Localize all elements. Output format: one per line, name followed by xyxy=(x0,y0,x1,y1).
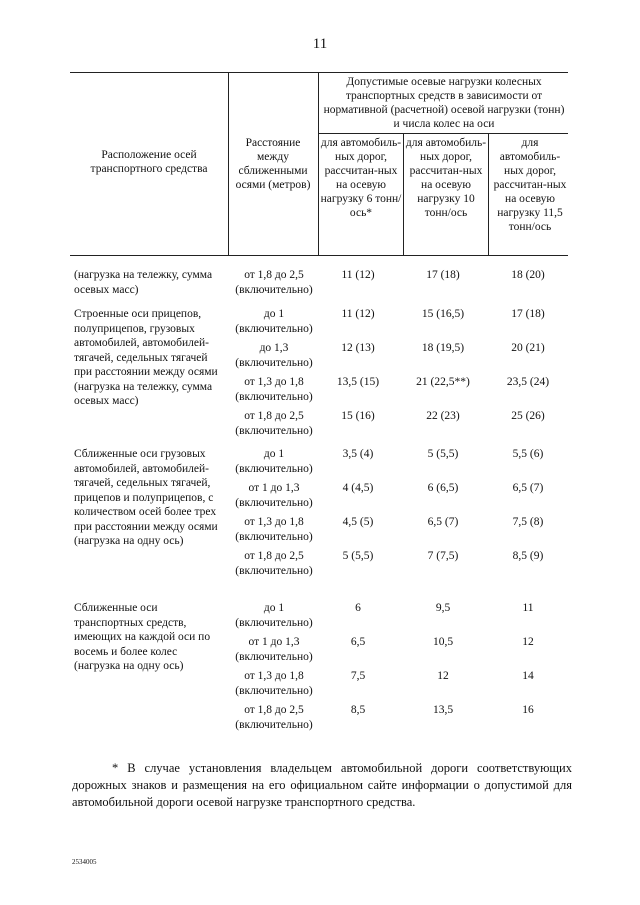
load-6t: 12 (13) xyxy=(341,342,375,354)
load-6t: 11 (12) xyxy=(341,269,375,281)
page-number: 11 xyxy=(312,36,328,52)
header-top-rule xyxy=(70,72,568,73)
load-11-5t: 7,5 (8) xyxy=(512,516,544,528)
axle-location: Сближенные оси грузовых автомобилей, автомобилей-тягачей, седельных тягачей, прицепов и полуприцепов, с количеством осей более трех при расстоянии между осями (нагрузка на одну ось) xyxy=(74,448,218,547)
load-11-5t: 11 xyxy=(522,602,534,614)
load-6t: 15 (16) xyxy=(341,410,375,422)
axle-distance: от 1,8 до 2,5 (включительно) xyxy=(235,704,313,731)
axle-distance: до 1 (включительно) xyxy=(235,602,313,629)
load-10t: 5 (5,5) xyxy=(427,448,459,460)
header-10t: для автомобиль-ных дорог, рассчитан-ных на осевую нагрузку 10 тонн/ось xyxy=(405,137,487,219)
load-11-5t: 12 xyxy=(522,636,534,648)
axle-distance: от 1,3 до 1,8 (включительно) xyxy=(235,516,313,543)
load-6t: 5 (5,5) xyxy=(342,550,374,562)
axle-distance: от 1,3 до 1,8 (включительно) xyxy=(235,670,313,697)
header-divider xyxy=(488,133,489,255)
axle-distance: от 1,8 до 2,5 (включительно) xyxy=(235,410,313,437)
load-10t: 6 (6,5) xyxy=(427,482,459,494)
load-11-5t: 5,5 (6) xyxy=(512,448,544,460)
load-6t: 6 xyxy=(355,602,361,614)
header-location: Расположение осей транспортного средства xyxy=(90,149,208,175)
load-6t: 4,5 (5) xyxy=(342,516,374,528)
axle-distance: до 1 (включительно) xyxy=(235,308,313,335)
load-11-5t: 16 xyxy=(522,704,534,716)
axle-location: (нагрузка на тележку, сумма осевых масс) xyxy=(74,269,213,296)
load-6t: 4 (4,5) xyxy=(342,482,374,494)
load-11-5t: 17 (18) xyxy=(511,308,545,320)
document-code: 2534005 xyxy=(72,858,97,866)
load-10t: 9,5 xyxy=(435,602,451,614)
load-6t: 7,5 xyxy=(350,670,366,682)
load-6t: 11 (12) xyxy=(341,308,375,320)
load-6t: 6,5 xyxy=(350,636,366,648)
header-divider xyxy=(403,133,404,255)
load-10t: 18 (19,5) xyxy=(421,342,465,354)
header-distance: Расстояние между сближенными осями (метров) xyxy=(235,137,311,191)
footnote: * В случае установления владельцем автомобильной дороги соответствующих дорожных знаков и размещения на его официальном сайте информации о допустимой для автомобильной дороги осевой нагрузке транспортного средства. xyxy=(72,761,572,809)
load-10t: 13,5 xyxy=(432,704,454,716)
axle-location: Сближенные оси транспортных средств, имеющих на каждой оси по восемь и более колес (нагрузка на одну ось) xyxy=(74,602,211,672)
axle-distance: от 1 до 1,3 (включительно) xyxy=(235,482,313,509)
load-11-5t: 8,5 (9) xyxy=(512,550,544,562)
load-11-5t: 14 xyxy=(522,670,534,682)
load-11-5t: 18 (20) xyxy=(511,269,545,281)
load-11-5t: 25 (26) xyxy=(511,410,545,422)
axle-location: Строенные оси прицепов, полуприцепов, грузовых автомобилей, автомобилей-тягачей, седельных тягачей при расстоянии между осями (нагрузка на тележку, сумма осевых масс) xyxy=(74,308,218,407)
load-10t: 17 (18) xyxy=(426,269,460,281)
header-11-5t: для автомобиль-ных дорог, рассчитан-ных на осевую нагрузку 11,5 тонн/ось xyxy=(493,137,567,233)
header-bottom-rule xyxy=(70,255,568,256)
load-10t: 15 (16,5) xyxy=(421,308,465,320)
header-divider xyxy=(228,72,229,255)
load-10t: 10,5 xyxy=(432,636,454,648)
load-6t: 8,5 xyxy=(350,704,366,716)
axle-distance: от 1 до 1,3 (включительно) xyxy=(235,636,313,663)
axle-distance: от 1,8 до 2,5 (включительно) xyxy=(235,269,313,296)
axle-distance: до 1 (включительно) xyxy=(235,448,313,475)
header-6t: для автомобиль-ных дорог, рассчитан-ных на осевую нагрузку 6 тонн/ось* xyxy=(320,137,402,219)
load-10t: 12 xyxy=(437,670,449,682)
header-group-rule xyxy=(318,133,568,134)
load-6t: 13,5 (15) xyxy=(336,376,380,388)
axle-distance: до 1,3 (включительно) xyxy=(235,342,313,369)
load-10t: 7 (7,5) xyxy=(427,550,459,562)
load-11-5t: 20 (21) xyxy=(511,342,545,354)
axle-distance: от 1,8 до 2,5 (включительно) xyxy=(235,550,313,577)
load-10t: 22 (23) xyxy=(426,410,460,422)
header-divider xyxy=(318,72,319,255)
load-10t: 6,5 (7) xyxy=(427,516,459,528)
load-10t: 21 (22,5**) xyxy=(416,376,470,388)
load-11-5t: 23,5 (24) xyxy=(506,376,550,388)
header-load-group: Допустимые осевые нагрузки колесных транспортных средств в зависимости от нормативной (расчетной) осевой нагрузки (тонн) и числа колес на оси xyxy=(323,76,565,130)
axle-distance: от 1,3 до 1,8 (включительно) xyxy=(235,376,313,403)
load-6t: 3,5 (4) xyxy=(342,448,374,460)
load-11-5t: 6,5 (7) xyxy=(512,482,544,494)
